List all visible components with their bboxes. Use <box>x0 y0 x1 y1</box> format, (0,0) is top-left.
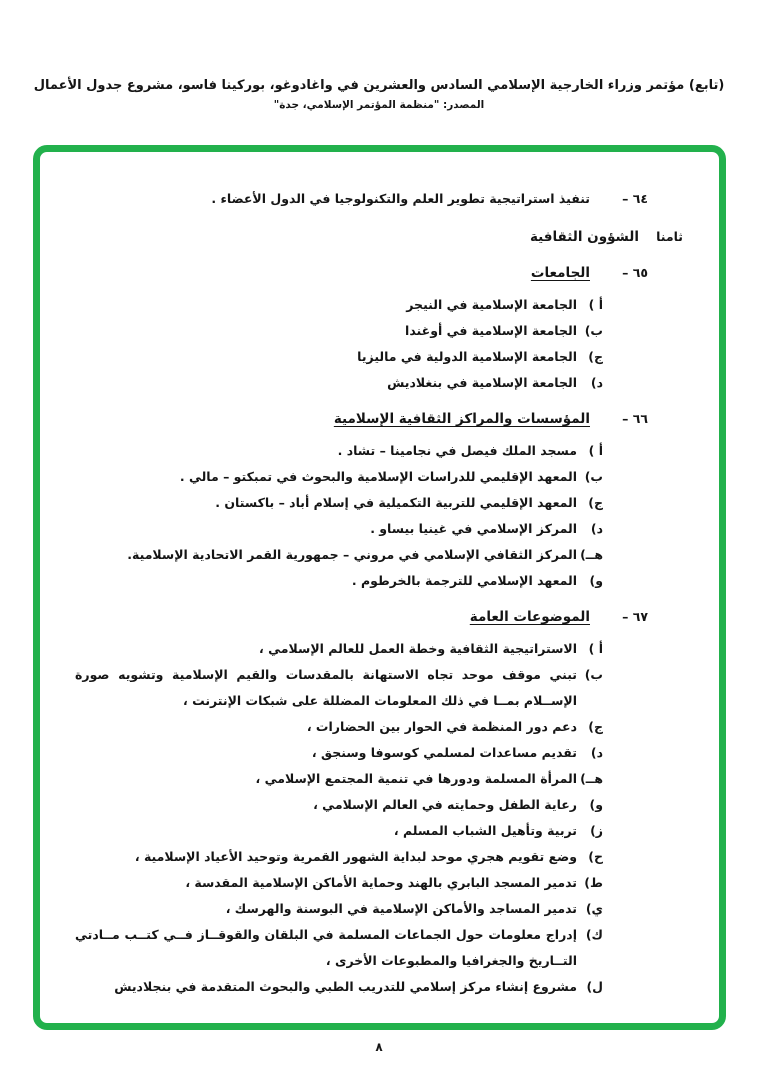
section-title: الموضوعات العامة <box>469 609 590 625</box>
item-letter: ي) <box>585 901 603 916</box>
agenda-item-67-heading <box>65 604 648 630</box>
list-item <box>65 568 603 594</box>
item-number: ٦٥ – <box>622 265 648 280</box>
item-letter: ج) <box>588 719 603 734</box>
list-item <box>65 438 603 464</box>
list-item <box>65 896 603 922</box>
item-text: مشروع إنشاء مركز إسلامي للتدريب الطبي والبحوث المتقدمة في بنجلاديش <box>114 979 577 994</box>
item-text: الجامعة الإسلامية الدولية في ماليزيا <box>357 349 577 364</box>
item-letter: ل) <box>586 979 603 994</box>
item-letter: ب) <box>584 469 603 484</box>
agenda-item-65-heading <box>65 260 648 286</box>
list-item <box>65 740 603 766</box>
item-letter: ح) <box>588 849 603 864</box>
list-item <box>65 818 603 844</box>
item-text: تنفيذ استراتيجية تطوير العلم والتكنولوجيا في الدول الأعضاء . <box>211 191 590 206</box>
item-letter: ك) <box>585 927 603 942</box>
item-letter: ط) <box>584 875 603 890</box>
item-text: رعاية الطفل وحمايته في العالم الإسلامي ، <box>313 797 577 812</box>
document-title: (تابع) مؤتمر وزراء الخارجية الإسلامي السادس والعشرين في واغادوغو، بوركينا فاسو، مشروع جدول الأعمال <box>33 78 725 93</box>
list-item <box>65 974 603 1000</box>
document-source: المصدر: "منظمة المؤتمر الإسلامي، جدة" <box>273 99 485 111</box>
item-text: المركز الإسلامي في غينيا بيساو . <box>370 521 577 536</box>
item-text: إدراج معلومات حول الجماعات المسلمة في البلقان والقوقــاز فــي كتــب مــادتي التــاريخ والجغرافيا والمطبوعات الأخرى ، <box>75 927 577 968</box>
item-text: تقديم مساعدات لمسلمي كوسوفا وسنجق ، <box>311 745 577 760</box>
item-text: الاستراتيجية الثقافية وخطة العمل للعالم الإسلامي ، <box>259 641 577 656</box>
item-letter: هــ) <box>580 547 603 562</box>
item-text: المعهد الإسلامي للترجمة بالخرطوم . <box>351 573 577 588</box>
item-letter: د) <box>590 745 603 760</box>
item-letter: هــ) <box>580 771 603 786</box>
item-letter: و) <box>589 573 603 588</box>
list-item <box>65 318 603 344</box>
section-title: الجامعات <box>530 265 590 281</box>
item-text: تبني موقف موحد تجاه الاستهانة بالمقدسات والقيم الإسلامية وتشويه صورة الإســلام بمــا في ذلك المعلومات المضللة على شبكات الإنترنت ، <box>75 667 577 708</box>
item-letter: أ ) <box>588 443 603 458</box>
agenda-frame <box>33 145 726 1030</box>
item-text: المعهد الإقليمي للدراسات الإسلامية والبحوث في تمبكتو – مالي . <box>179 469 577 484</box>
item-text: المركز الثقافي الإسلامي في مروني – جمهورية القمر الاتحادية الإسلامية. <box>127 547 577 562</box>
list-item <box>65 370 603 396</box>
agenda-item-66-heading <box>65 406 648 432</box>
item-letter: ج) <box>588 495 603 510</box>
list-item <box>65 490 603 516</box>
section-title: الشؤون الثقافية <box>529 229 639 245</box>
section-eighth-heading <box>65 224 683 250</box>
item-number: ٦٧ – <box>622 609 648 624</box>
item-text: تربية وتأهيل الشباب المسلم ، <box>393 823 577 838</box>
list-item <box>65 714 603 740</box>
item-text: الجامعة الإسلامية في أوغندا <box>405 323 577 338</box>
list-item <box>65 344 603 370</box>
item-letter: و) <box>589 797 603 812</box>
item-text: وضع تقويم هجري موحد لبداية الشهور القمرية وتوحيد الأعياد الإسلامية ، <box>134 849 577 864</box>
list-item <box>65 922 603 974</box>
list-item <box>65 766 603 792</box>
item-letter: أ ) <box>588 641 603 656</box>
agenda-item-64 <box>65 186 648 212</box>
list-item <box>65 844 603 870</box>
item-text: تدمير المسجد البابري بالهند وحماية الأماكن الإسلامية المقدسة ، <box>185 875 577 890</box>
item-letter: ب) <box>584 667 603 682</box>
item-letter: ب) <box>584 323 603 338</box>
item-letter: ج) <box>588 349 603 364</box>
section-marker: ثامنا <box>656 229 683 244</box>
item-letter: د) <box>590 521 603 536</box>
list-item <box>65 636 603 662</box>
item-text: الجامعة الإسلامية في النيجر <box>406 297 577 312</box>
section-title: المؤسسات والمراكز الثقافية الإسلامية <box>333 411 590 427</box>
page-header <box>0 0 758 111</box>
item-text: مسجد الملك فيصل في نجامينا – تشاد . <box>337 443 577 458</box>
list-item <box>65 292 603 318</box>
page-number: ٨ <box>375 1040 383 1054</box>
item-number: ٦٤ – <box>622 191 648 206</box>
list-item <box>65 464 603 490</box>
item-text: تدمير المساجد والأماكن الإسلامية في البوسنة والهرسك ، <box>225 901 577 916</box>
item-number: ٦٦ – <box>622 411 648 426</box>
item-letter: أ ) <box>588 297 603 312</box>
item-text: المعهد الإقليمي للتربية التكميلية في إسلام أباد – باكستان . <box>215 495 577 510</box>
item-letter: د) <box>590 375 603 390</box>
list-item <box>65 516 603 542</box>
list-item <box>65 792 603 818</box>
list-item <box>65 662 603 714</box>
list-item <box>65 870 603 896</box>
item-text: المرأة المسلمة ودورها في تنمية المجتمع الإسلامي ، <box>255 771 577 786</box>
item-text: دعم دور المنظمة في الحوار بين الحضارات ، <box>306 719 577 734</box>
item-text: الجامعة الإسلامية في بنغلاديش <box>387 375 577 390</box>
list-item <box>65 542 603 568</box>
item-letter: ز) <box>590 823 603 838</box>
